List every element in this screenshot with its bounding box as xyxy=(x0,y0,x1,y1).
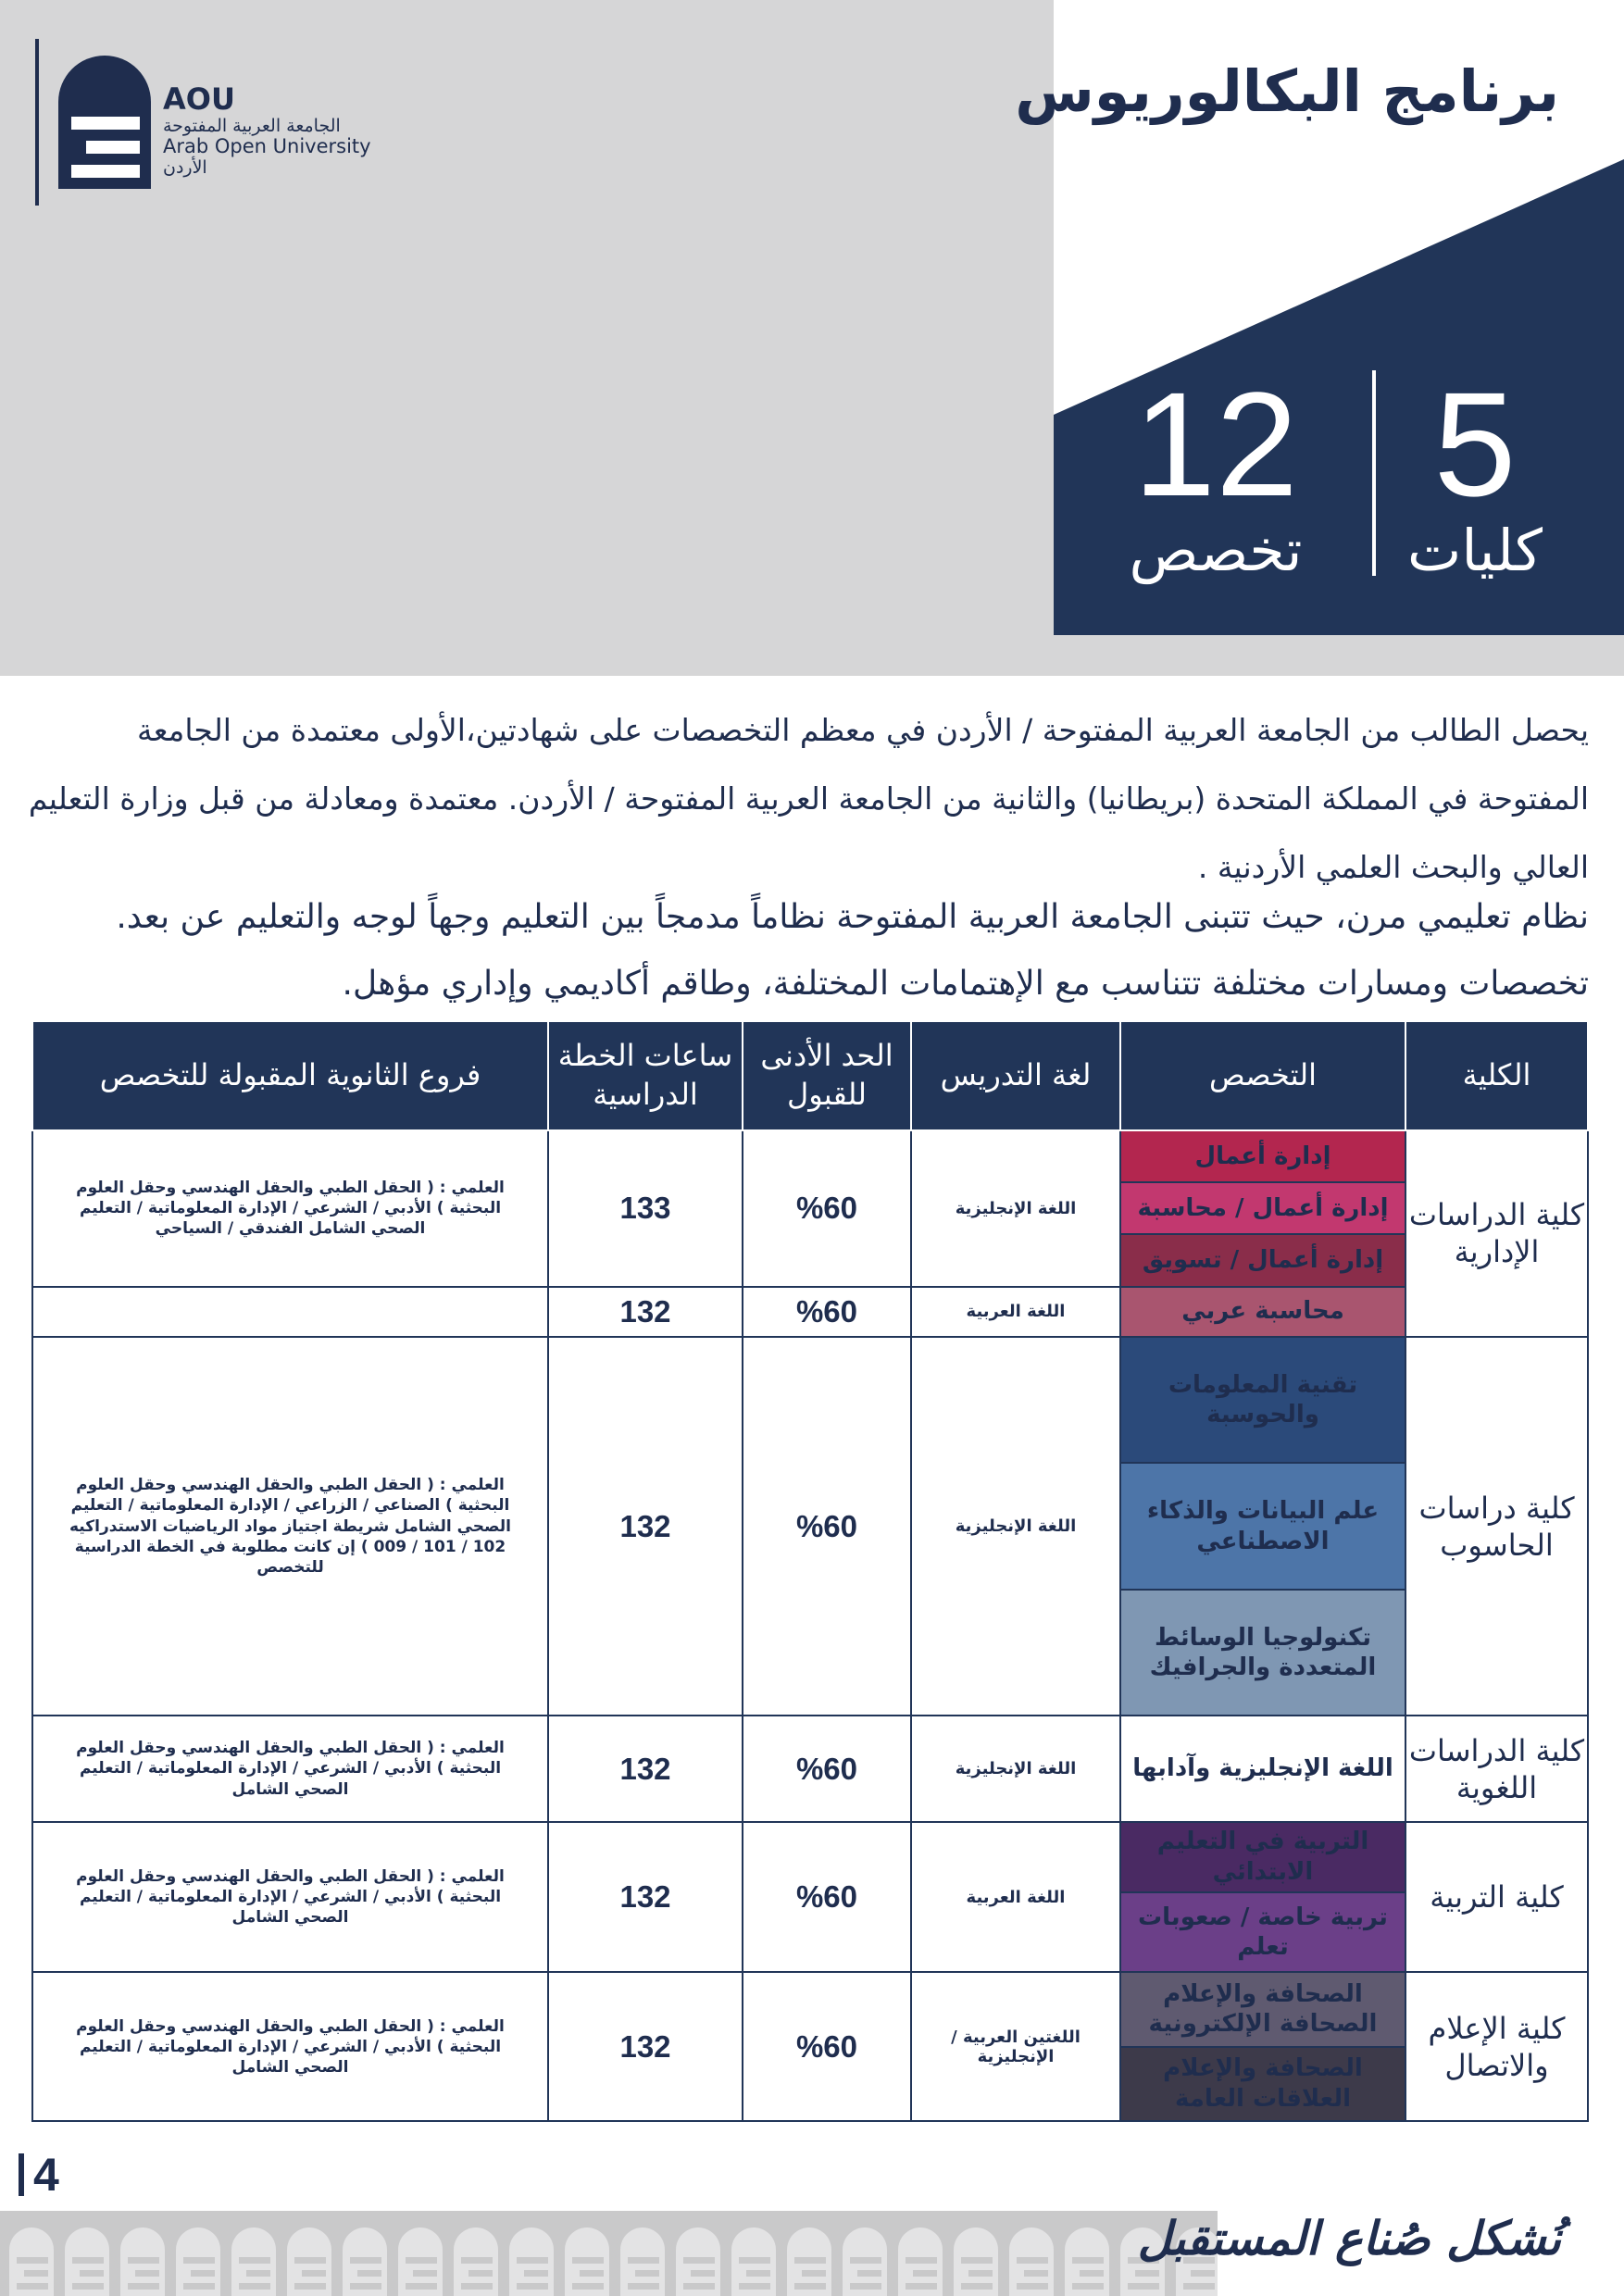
footer-pattern xyxy=(0,2211,1218,2296)
footer-slogan: نُشكل صُناع المستقبل xyxy=(1137,2211,1561,2265)
footer-emblem-icon xyxy=(454,2227,498,2296)
footer-emblem-icon xyxy=(509,2227,554,2296)
table-header-row xyxy=(32,1021,1588,1130)
branches-cell: العلمي : ( الحقل الطبي والحقل الهندسي وحقل العلوم البحثية ) الأدبي / الشرعي / الإدارة المعلوماتية / التعليم الصحي الشامل الفندقي / السياحي xyxy=(32,1130,548,1287)
footer-emblem-icon xyxy=(676,2227,720,2296)
header-specialization: التخصص xyxy=(1120,1021,1405,1130)
stat-specializations-label: تخصص xyxy=(1129,517,1303,584)
logo-name-en: Arab Open University xyxy=(163,135,371,158)
stat-specializations xyxy=(1091,361,1341,584)
min-cell: %60 xyxy=(743,1822,911,1973)
lang-cell: اللغة الإنجليزية xyxy=(911,1130,1120,1287)
min-cell: %60 xyxy=(743,1130,911,1287)
spec-primary-education: التربية في التعليم الابتدائي xyxy=(1120,1822,1405,1892)
programs-table xyxy=(31,1020,1589,2122)
footer-emblem-icon xyxy=(9,2227,54,2296)
footer-emblem-icon xyxy=(120,2227,165,2296)
branches-cell xyxy=(32,1287,548,1337)
faculty-languages: كلية الدراسات اللغوية xyxy=(1405,1716,1588,1821)
spec-electronic-journalism: الصحافة والإعلام الصحافة الإلكترونية xyxy=(1120,1972,1405,2046)
spec-business: إدارة أعمال xyxy=(1120,1130,1405,1182)
footer-emblem-icon xyxy=(787,2227,831,2296)
aou-emblem-icon xyxy=(58,56,151,189)
stats-box xyxy=(1054,361,1624,635)
footer-pattern-band xyxy=(0,2211,1218,2296)
hours-cell: 132 xyxy=(548,1822,743,1973)
spec-business-marketing: إدارة أعمال / تسويق xyxy=(1120,1234,1405,1286)
min-cell: %60 xyxy=(743,1337,911,1716)
logo-wordmark xyxy=(163,83,371,178)
hours-cell: 133 xyxy=(548,1130,743,1287)
branches-cell: العلمي : ( الحقل الطبي والحقل الهندسي وحقل العلوم البحثية ) الأدبي / الشرعي / الإدارة المعلوماتية / التعليم الصحي الشامل xyxy=(32,1716,548,1821)
spec-it-computing: تقنية المعلومات والحوسبة xyxy=(1120,1337,1405,1464)
branches-cell: العلمي : ( الحقل الطبي والحقل الهندسي وحقل العلوم البحثية ) الأدبي / الشرعي / الإدارة المعلوماتية / التعليم الصحي الشامل xyxy=(32,1972,548,2121)
footer-emblem-icon xyxy=(176,2227,220,2296)
footer-emblem-icon xyxy=(343,2227,387,2296)
faculty-media: كلية الإعلام والاتصال xyxy=(1405,1972,1588,2121)
intro-highlights xyxy=(6,884,1589,1017)
hours-cell: 132 xyxy=(548,1337,743,1716)
table-row xyxy=(32,1822,1588,1892)
spec-english-literature: اللغة الإنجليزية وآدابها xyxy=(1120,1716,1405,1821)
footer-emblem-icon xyxy=(954,2227,998,2296)
min-cell: %60 xyxy=(743,1287,911,1337)
spec-special-education: تربية خاصة / صعوبات تعلم xyxy=(1120,1892,1405,1972)
footer-emblem-icon xyxy=(731,2227,776,2296)
logo-country: الأردن xyxy=(163,156,207,178)
spec-data-science-ai: علم البيانات والذكاء الاصطناعي xyxy=(1120,1463,1405,1590)
hours-cell: 132 xyxy=(548,1287,743,1337)
footer-emblem-icon xyxy=(1009,2227,1054,2296)
min-cell: %60 xyxy=(743,1716,911,1821)
stats-divider xyxy=(1372,370,1376,576)
footer-emblem-icon xyxy=(65,2227,109,2296)
spec-accounting-arabic: محاسبة عربي xyxy=(1120,1287,1405,1337)
stat-faculties-label: كليات xyxy=(1406,517,1543,584)
spec-public-relations: الصحافة والإعلام العلاقات العامة xyxy=(1120,2047,1405,2121)
footer-emblem-icon xyxy=(898,2227,943,2296)
stat-faculties-value: 5 xyxy=(1433,361,1517,527)
header-min-admission: الحد الأدنى للقبول xyxy=(743,1021,911,1130)
page-number-bar xyxy=(19,2153,24,2196)
stat-specializations-value: 12 xyxy=(1133,361,1298,527)
page-number-value: 4 xyxy=(33,2149,59,2201)
footer-emblem-icon xyxy=(620,2227,665,2296)
header-language: لغة التدريس xyxy=(911,1021,1120,1130)
footer-emblem-icon xyxy=(231,2227,276,2296)
hours-cell: 132 xyxy=(548,1972,743,2121)
spec-multimedia: تكنولوجيا الوسائط المتعددة والجرافيك xyxy=(1120,1590,1405,1716)
footer-emblem-icon xyxy=(398,2227,443,2296)
branches-cell: العلمي : ( الحقل الطبي والحقل الهندسي وحقل العلوم البحثية ) الأدبي / الشرعي / الإدارة المعلوماتية / التعليم الصحي الشامل xyxy=(32,1822,548,1973)
lang-cell: اللغتين العربية / الإنجليزية xyxy=(911,1972,1120,2121)
footer-emblem-icon xyxy=(1065,2227,1109,2296)
lang-cell: اللغة العربية xyxy=(911,1287,1120,1337)
header-branches: فروع الثانوية المقبولة للتخصص xyxy=(32,1021,548,1130)
table-row xyxy=(32,1287,1588,1337)
lang-cell: اللغة الإنجليزية xyxy=(911,1337,1120,1716)
min-cell: %60 xyxy=(743,1972,911,2121)
lang-cell: اللغة الإنجليزية xyxy=(911,1716,1120,1821)
branches-cell: العلمي : ( الحقل الطبي والحقل الهندسي وحقل العلوم البحثية ) الصناعي / الزراعي / الإدارة المعلوماتية / التعليم الصحي الشامل شريطة اجتياز مواد الرياضيات الاستدراكيه 102 / 101 / 009 ) إن كانت مطلوبة في الخطة الدراسية للتخصص xyxy=(32,1337,548,1716)
intro-line-flexible: نظام تعليمي مرن، حيث تتبنى الجامعة العربية المفتوحة نظاماً مدمجاً بين التعليم وجهاً لوجه والتعليم عن بعد. xyxy=(116,898,1589,936)
table-row xyxy=(32,1337,1588,1464)
footer-emblem-icon xyxy=(843,2227,887,2296)
faculty-admin: كلية الدراسات الإدارية xyxy=(1405,1130,1588,1337)
page-number xyxy=(19,2148,59,2202)
intro-paragraph: يحصل الطالب من الجامعة العربية المفتوحة / الأردن في معظم التخصصات على شهادتين،الأولى معتمدة من الجامعة المفتوحة في المملكة المتحدة (بريطانيا) والثانية من الجامعة العربية المفتوحة / الأردن. معتمدة ومعادلة من قبل وزارة التعليم العالي والبحث العلمي الأردنية . xyxy=(28,712,1589,885)
footer-emblem-icon xyxy=(565,2227,609,2296)
header-faculty: الكلية xyxy=(1405,1021,1588,1130)
intro-line-tracks: تخصصات ومسارات مختلفة تتناسب مع الإهتمامات المختلفة، وطاقم أكاديمي وإداري مؤهل. xyxy=(342,965,1589,1003)
spec-business-accounting: إدارة أعمال / محاسبة xyxy=(1120,1182,1405,1234)
hours-cell: 132 xyxy=(548,1716,743,1821)
table-row xyxy=(32,1130,1588,1182)
footer-emblem-icon xyxy=(287,2227,331,2296)
faculty-education: كلية التربية xyxy=(1405,1822,1588,1973)
table-row xyxy=(32,1972,1588,2046)
stat-faculties xyxy=(1350,361,1600,584)
faculty-computing: كلية دراسات الحاسوب xyxy=(1405,1337,1588,1716)
logo-name-ar: الجامعة العربية المفتوحة xyxy=(163,115,341,136)
header-credit-hours: ساعات الخطة الدراسية xyxy=(548,1021,743,1130)
logo-abbr: AOU xyxy=(163,81,235,117)
aou-logo xyxy=(35,39,387,206)
logo-divider xyxy=(35,39,39,206)
table-row xyxy=(32,1716,1588,1821)
page-title: برنامج البكالوريوس xyxy=(1015,57,1559,125)
lang-cell: اللغة العربية xyxy=(911,1822,1120,1973)
